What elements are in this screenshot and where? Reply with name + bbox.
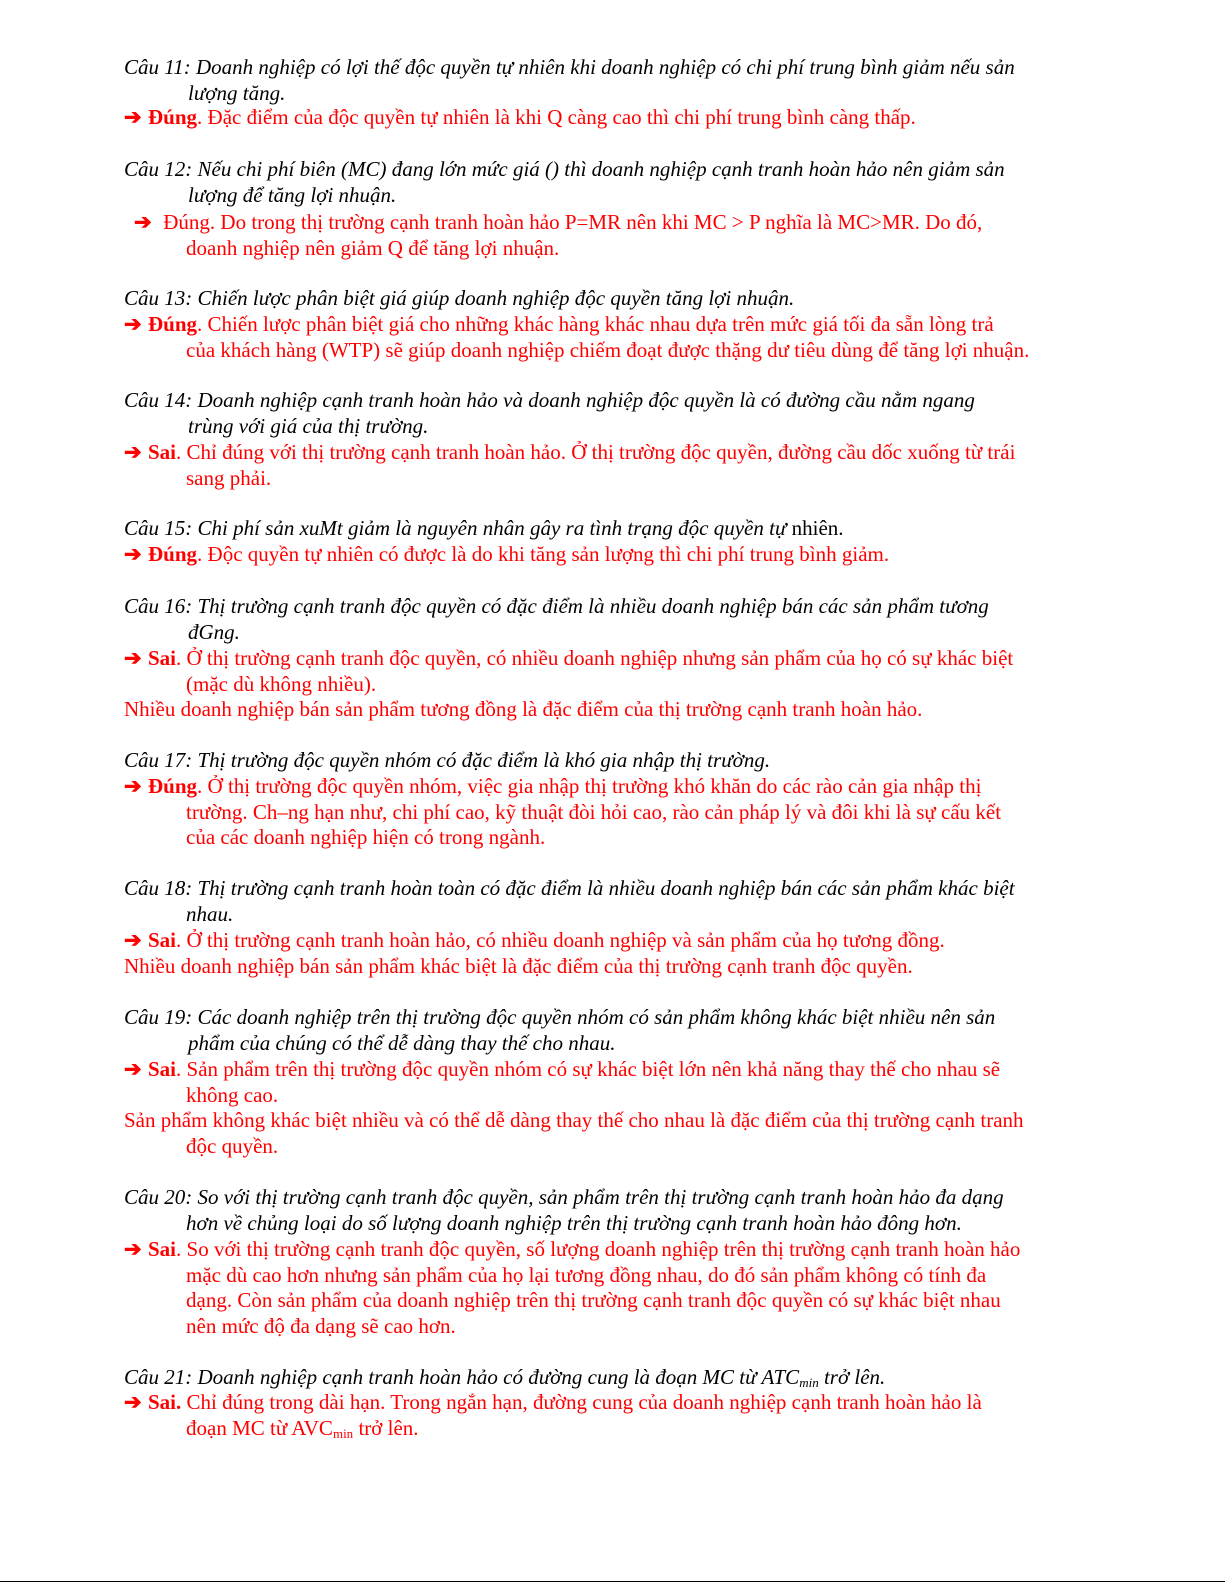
question-text: Câu 19: Các doanh nghiệp trên thị trường độc quyền nhóm có sản phẩm không khác biệt nhiều nên sản: [124, 1005, 996, 1029]
answer-14: [124, 440, 1092, 491]
verdict: Đúng: [148, 105, 198, 129]
question-text: nhau.: [186, 901, 234, 926]
answer-17: [124, 774, 1092, 851]
question-text: đGng.: [188, 619, 240, 644]
question-text: Câu 21: Doanh nghiệp cạnh tranh hoàn hảo có đường cung là đoạn MC từ ATC: [124, 1365, 800, 1389]
answer-text: doanh nghiệp nên giảm Q để tăng lợi nhuận.: [186, 235, 560, 260]
answer-text: . Chiến lược phân biệt giá cho những khác hàng khác nhau dựa trên mức giá tối đa sẵn lòng trả: [197, 312, 994, 336]
arrow-icon: ➔: [124, 542, 142, 566]
arrow-icon: ➔: [124, 1237, 142, 1261]
arrow-icon: ➔: [124, 774, 142, 798]
answer-text: Chỉ đúng trong dài hạn. Trong ngắn hạn, đường cung của doanh nghiệp cạnh tranh hoàn hảo là: [181, 1390, 982, 1414]
question-text: nhiên.: [786, 516, 844, 540]
question-18: [124, 876, 1090, 927]
answer-text: dạng. Còn sản phẩm của doanh nghiệp trên thị trường cạnh tranh độc quyền có sự khác biệt nhau: [186, 1288, 1001, 1312]
question-12: [124, 157, 1090, 208]
question-11: [124, 55, 1090, 106]
verdict: Sai: [148, 928, 177, 952]
answer-text: của khách hàng (WTP) sẽ giúp doanh nghiệp chiếm đoạt được thặng dư tiêu dùng để tăng lợi nhuận.: [186, 337, 1030, 362]
question-13: [124, 286, 1090, 312]
note-text: Nhiều doanh nghiệp bán sản phẩm khác biệt là đặc điểm của thị trường cạnh tranh độc quyền.: [124, 954, 913, 978]
verdict: Sai: [148, 440, 177, 464]
answer-12: [134, 210, 1092, 261]
arrow-icon: ➔: [124, 928, 142, 952]
arrow-icon: ➔: [124, 646, 142, 670]
question-text: lượng tăng.: [188, 80, 286, 105]
question-text: trở lên.: [818, 1365, 886, 1389]
verdict: Sai.: [148, 1390, 182, 1414]
subscript: min: [799, 1375, 819, 1390]
question-text: Câu 12: Nếu chi phí biên (MC) đang lớn mức giá () thì doanh nghiệp cạnh tranh hoàn hảo nên giảm sản: [124, 157, 1005, 181]
answer-15: [124, 542, 1092, 568]
answer-text: của các doanh nghiệp hiện có trong ngành.: [186, 825, 546, 849]
note-18: [124, 954, 1092, 980]
question-text: lượng để tăng lợi nhuận.: [188, 182, 397, 207]
question-text: Câu 17: Thị trường độc quyền nhóm có đặc điểm là khó gia nhập thị trường.: [124, 748, 771, 772]
answer-19: [124, 1057, 1092, 1108]
question-16: [124, 594, 1090, 645]
answer-20: [124, 1237, 1092, 1339]
answer-text: . Ở thị trường cạnh tranh hoàn hảo, có nhiều doanh nghiệp và sản phẩm của họ tương đồng.: [176, 928, 945, 952]
question-14: [124, 388, 1090, 439]
answer-text: mặc dù cao hơn nhưng sản phẩm của họ lại tương đồng nhau, do đó sản phẩm không có tính đa: [186, 1262, 987, 1287]
answer-text: . Chỉ đúng với thị trường cạnh tranh hoàn hảo. Ở thị trường độc quyền, đường cầu dốc xuống từ trái: [176, 440, 1016, 464]
arrow-icon: ➔: [124, 1390, 142, 1414]
answer-16: [124, 646, 1092, 697]
arrow-icon: ➔: [124, 105, 142, 129]
verdict: Đúng: [148, 774, 198, 798]
verdict: Sai: [148, 1237, 177, 1261]
subscript: min: [332, 1425, 354, 1441]
verdict: Sai: [148, 1057, 177, 1081]
question-text: Câu 20: So với thị trường cạnh tranh độc quyền, sản phẩm trên thị trường cạnh tranh hoàn hảo đa dạng: [124, 1185, 1004, 1209]
answer-21: [124, 1390, 1092, 1441]
question-text: hơn về chủng loại do số lượng doanh nghiệp trên thị trường cạnh tranh hoàn hảo đông hơn.: [186, 1210, 962, 1235]
arrow-icon: ➔: [124, 440, 142, 464]
note-16: [124, 697, 1092, 723]
note-19: [124, 1108, 1092, 1159]
page-bottom-rule: [0, 1581, 1225, 1582]
arrow-icon: ➔: [124, 1057, 142, 1081]
answer-text: trường. Ch–ng hạn như, chi phí cao, kỹ thuật đòi hỏi cao, rào cản pháp lý và đôi khi là sự cấu kết: [186, 799, 1002, 824]
answer-text: . Đặc điểm của độc quyền tự nhiên là khi Q càng cao thì chi phí trung bình càng thấp.: [197, 105, 916, 129]
note-text: Sản phẩm không khác biệt nhiều và có thể dễ dàng thay thế cho nhau là đặc điểm của thị trường cạnh tranh: [124, 1108, 1024, 1132]
verdict: Sai: [148, 646, 177, 670]
question-21: [124, 1365, 1090, 1391]
question-text: Câu 11: Doanh nghiệp có lợi thế độc quyền tự nhiên khi doanh nghiệp có chi phí trung bình giảm nếu sản: [124, 55, 1015, 79]
question-text: Câu 16: Thị trường cạnh tranh độc quyền có đặc điểm là nhiều doanh nghiệp bán các sản phẩm tương: [124, 594, 989, 618]
verdict: Đúng: [148, 542, 198, 566]
question-text: trùng với giá của thị trường.: [188, 413, 429, 438]
question-text: Câu 13: Chiến lược phân biệt giá giúp doanh nghiệp độc quyền tăng lợi nhuận.: [124, 286, 795, 310]
answer-text: sang phải.: [186, 465, 272, 490]
answer-text: . Sản phẩm trên thị trường độc quyền nhóm có sự khác biệt lớn nên khả năng thay thế cho nhau sẽ: [176, 1057, 1001, 1081]
answer-text: không cao.: [186, 1082, 279, 1107]
answer-text: . Độc quyền tự nhiên có được là do khi tăng sản lượng thì chi phí trung bình giảm.: [197, 542, 890, 566]
answer-text: . Do trong thị trường cạnh tranh hoàn hảo P=MR nên khi MC > P nghĩa là MC>MR. Do đó,: [209, 210, 983, 234]
question-text: Câu 15: Chi phí sản xuMt giảm là nguyên nhân gây ra tình trạng độc quyền tự: [124, 516, 787, 540]
verdict: Đúng: [163, 210, 210, 234]
answer-text: nên mức độ đa dạng sẽ cao hơn.: [186, 1313, 456, 1338]
answer-text: [124, 1416, 1092, 1442]
arrow-icon: ➔: [134, 210, 152, 234]
answer-text: (mặc dù không nhiều).: [186, 671, 377, 696]
question-15: [124, 516, 1090, 542]
question-text: phẩm của chúng có thể dễ dàng thay thế cho nhau.: [188, 1030, 616, 1055]
answer-text: . So với thị trường cạnh tranh độc quyền, số lượng doanh nghiệp trên thị trường cạnh tranh hoàn hảo: [176, 1237, 1021, 1261]
answer-text: trở lên.: [353, 1415, 419, 1440]
answer-13: [124, 312, 1092, 363]
question-text: Câu 14: Doanh nghiệp cạnh tranh hoàn hảo và doanh nghiệp độc quyền là có đường cầu nằm ngang: [124, 388, 975, 412]
answer-text: . Ở thị trường độc quyền nhóm, việc gia nhập thị trường khó khăn do các rào cản gia nhập thị: [197, 774, 982, 798]
note-text: độc quyền.: [186, 1133, 279, 1158]
note-text: Nhiều doanh nghiệp bán sản phẩm tương đồng là đặc điểm của thị trường cạnh tranh hoàn hảo.: [124, 697, 923, 721]
answer-text: . Ở thị trường cạnh tranh độc quyền, có nhiều doanh nghiệp nhưng sản phẩm của họ có sự khác biệt: [176, 646, 1014, 670]
question-text: Câu 18: Thị trường cạnh tranh hoàn toàn có đặc điểm là nhiều doanh nghiệp bán các sản phẩm khác biệt: [124, 876, 1015, 900]
question-17: [124, 748, 1090, 774]
answer-text: đoạn MC từ AVC: [186, 1415, 333, 1440]
question-19: [124, 1005, 1090, 1056]
answer-11: [124, 105, 1092, 131]
answer-18: [124, 928, 1092, 954]
question-20: [124, 1185, 1090, 1236]
verdict: Đúng: [148, 312, 198, 336]
arrow-icon: ➔: [124, 312, 142, 336]
